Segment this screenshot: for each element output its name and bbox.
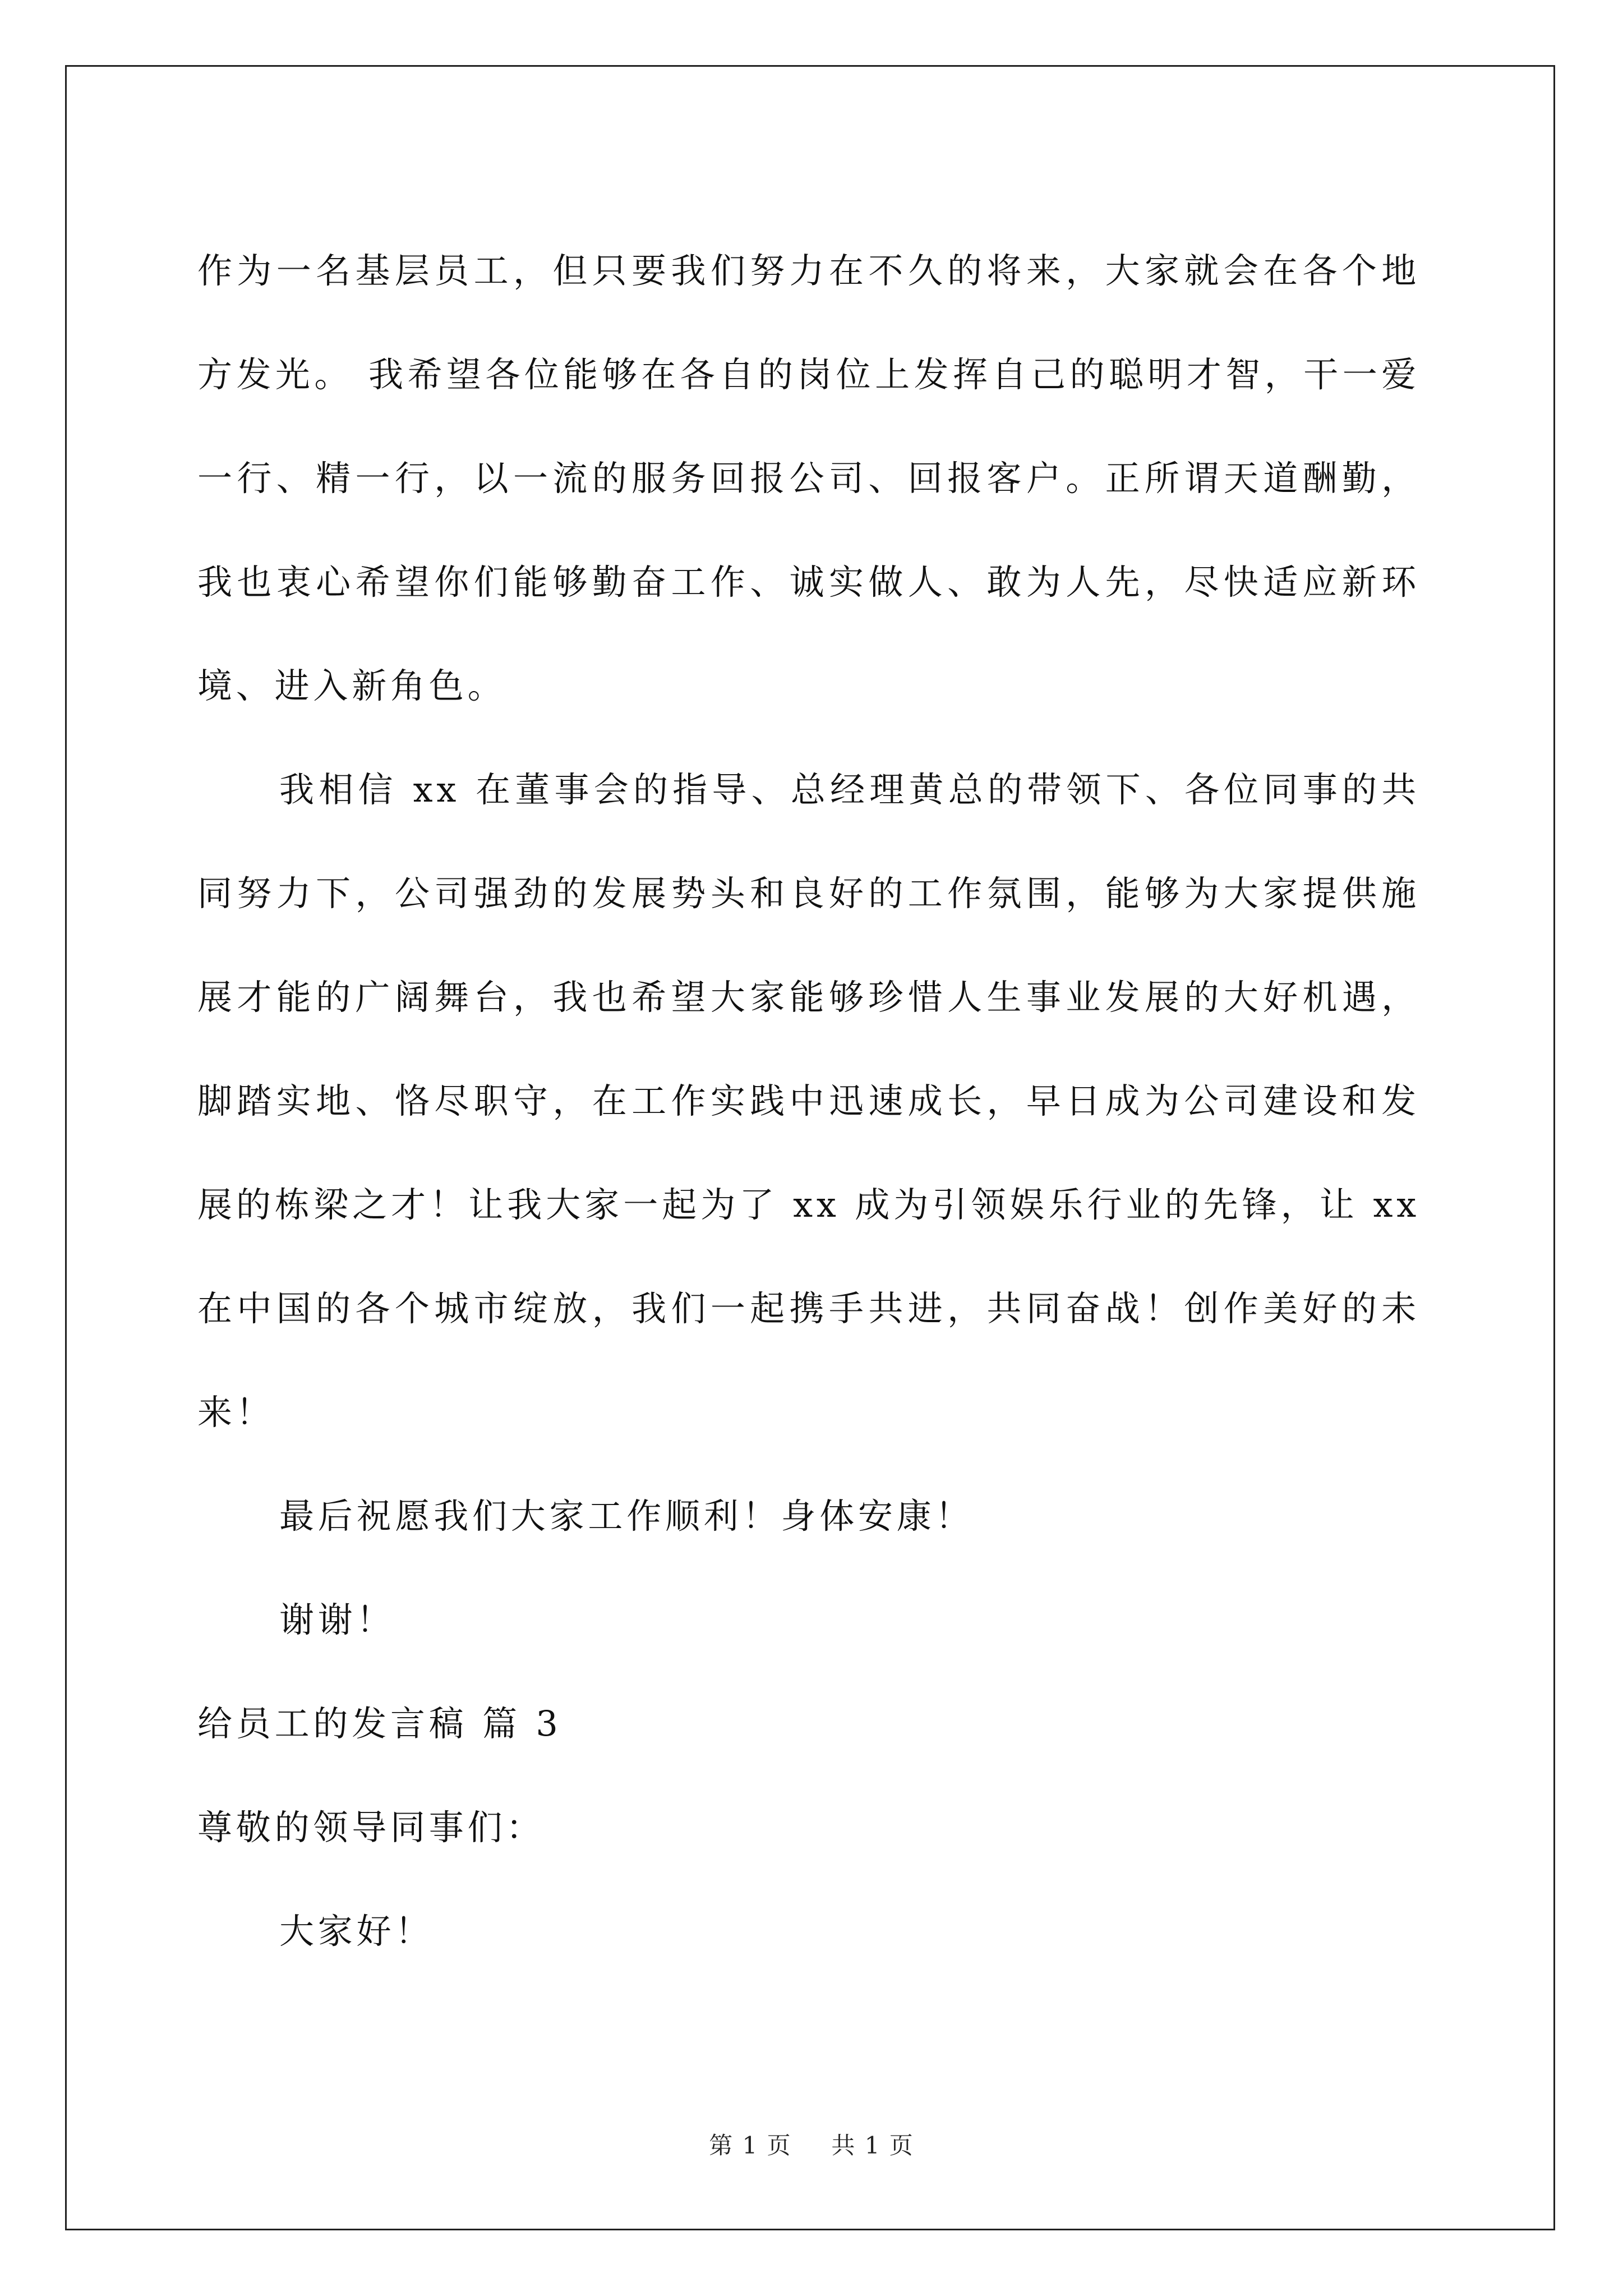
paragraph-belief: 我相信 xx 在董事会的指导、总经理黄总的带领下、各位同事的共同努力下，公司强劲的发展势头和良好的工作氛围，能够为大家提供施展才能的广阔舞台，我也希望大家能够珍惜人生事业发展的大好机遇，脚踏实地、恪尽职守，在工作实践中迅速成长，早日成为公司建设和发展的栋梁之才！让我大家一起为了 xx 成为引领娱乐行业的先锋，让 xx 在中国的各个城市绽放，我们一起携手共进，共同奋战！创作美好的未来！	[197, 769, 1420, 1433]
section-heading: 给员工的发言稿 篇 3	[197, 1703, 562, 1744]
page-footer	[0, 2127, 1623, 2161]
document-body	[197, 219, 1420, 1983]
paragraph-continuation: 作为一名基层员工，但只要我们努力在不久的将来，大家就会在各个地方发光。 我希望各位能够在各自的岗位上发挥自己的聪明才智，干一爱一行、精一行，以一流的服务回报公司、回报客户。正所谓天道酬勤，我也衷心希望你们能够勤奋工作、诚实做人、敢为人先，尽快适应新环境、进入新角色。	[197, 250, 1420, 706]
paragraph-thanks: 谢谢！	[279, 1599, 395, 1640]
greeting: 大家好！	[279, 1911, 434, 1952]
salutation: 尊敬的领导同事们：	[197, 1807, 545, 1848]
page-number: 第 1 页	[709, 2132, 792, 2159]
page-total: 共 1 页	[831, 2132, 914, 2159]
paragraph-wishes: 最后祝愿我们大家工作顺利！身体安康！	[279, 1496, 974, 1536]
